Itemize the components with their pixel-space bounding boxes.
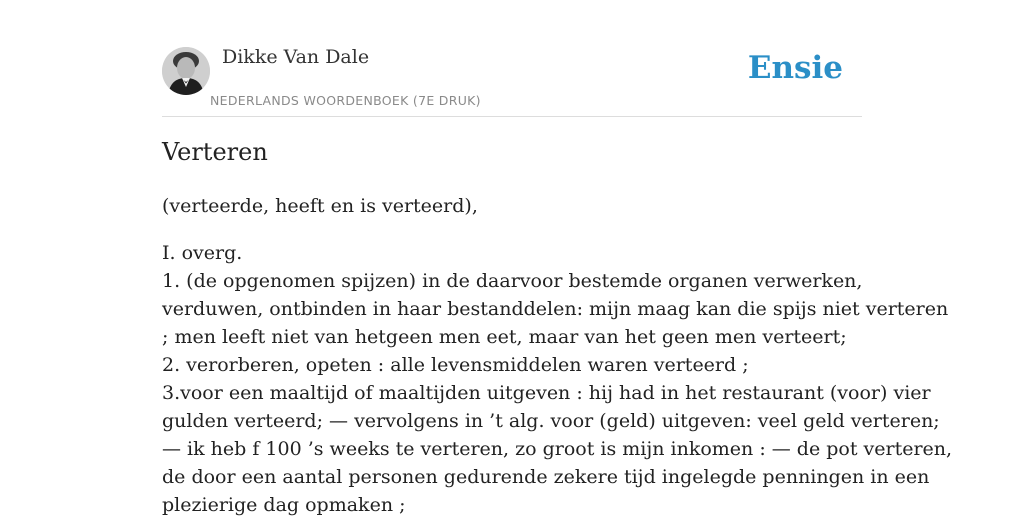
entry-title: Verteren (162, 138, 268, 166)
definition-line: 3.voor een maaltijd of maaltijden uitgeven : hij had in het restaurant (voor) vier (162, 382, 931, 404)
brand-logo[interactable]: Ensie (747, 50, 843, 86)
definition-line: 2. verorberen, opeten : alle levensmiddelen waren verteerd ; (162, 354, 749, 376)
entry-content (162, 192, 953, 519)
definition-line: plezierige dag opmaken ; (162, 494, 406, 516)
author-link[interactable]: Dikke Van Dale (222, 46, 370, 68)
definition-line: gulden verteerd; — vervolgens in ’t alg. voor (geld) uitgeven: veel geld verteren; (162, 410, 940, 432)
definition-line: — ik heb f 100 ’s weeks te verteren, zo groot is mijn inkomen : — de pot verteren, (162, 438, 953, 460)
definition-line: I. overg. (162, 242, 243, 264)
portrait-avatar-icon[interactable] (162, 47, 210, 95)
definition-line: ; men leeft niet van hetgeen men eet, maar van het geen men verteert; (162, 326, 847, 348)
definition-line: 1. (de opgenomen spijzen) in de daarvoor bestemde organen verwerken, (162, 270, 863, 292)
definition-line: de door een aantal personen gedurende zekere tijd ingelegde penningen in een (162, 466, 930, 488)
source-label[interactable]: NEDERLANDS WOORDENBOEK (7E DRUK) (210, 93, 481, 108)
definition-line: verduwen, ontbinden in haar bestanddelen: mijn maag kan die spijs niet verteren (162, 298, 949, 320)
entry-intro: (verteerde, heeft en is verteerd), (162, 195, 478, 217)
entry-definition (162, 239, 953, 519)
header (162, 44, 862, 117)
